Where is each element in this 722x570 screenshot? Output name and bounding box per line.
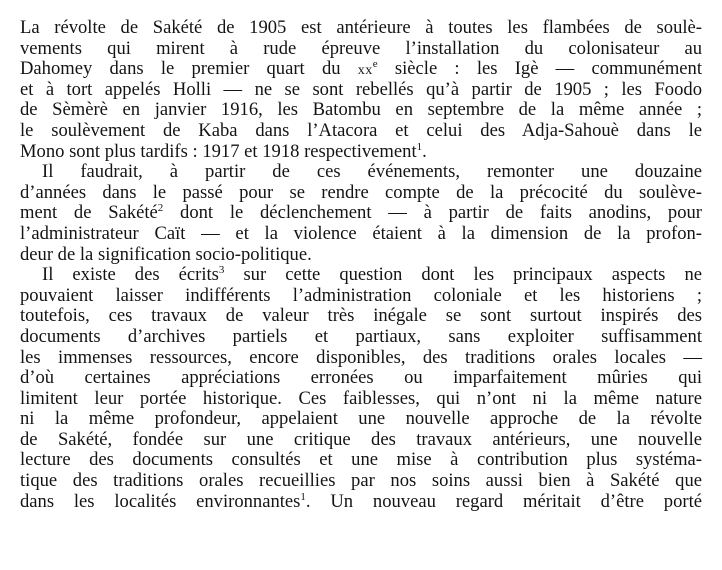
text-line: toutefois, ces travaux de valeur très inégale se sont surtout inspirés des: [20, 305, 702, 327]
text-line: d’où certaines appréciations erronées ou imparfaitement mûries qui: [20, 367, 702, 389]
text-run: ment de Sakété: [20, 202, 158, 224]
text-line: de Sakété, fondée sur une critique des travaux antérieurs, une nouvelle: [20, 428, 702, 450]
text-line: pouvaient laisser indifférents l’administration coloniale et les historiens ;: [20, 284, 702, 306]
text-line: La révolte de Sakété de 1905 est antérieure à toutes les flambées de soulè-: [20, 17, 702, 38]
text-run: .: [422, 140, 427, 162]
text-line: [20, 265, 702, 286]
small-caps-century: xx: [357, 63, 373, 79]
text-line: et à tort appelés Holli — ne se sont rebellés qu’à partir de 1905 ; les Foodo: [20, 78, 702, 100]
text-line: [20, 142, 702, 163]
text-line: les immenses ressources, encore disponibles, des traditions orales locales —: [20, 346, 702, 368]
text-run: sur cette question dont les principaux aspects ne: [224, 264, 702, 286]
footnote-marker: 1: [416, 140, 423, 153]
text-line: [20, 59, 702, 80]
text-line: [20, 203, 702, 224]
text-run: dans les localités environnantes: [20, 490, 301, 512]
footnote-marker: 3: [218, 263, 225, 276]
superscript: e: [372, 58, 378, 70]
text-line: ni la même profondeur, appelaient une nouvelle approche de la révolte: [20, 408, 702, 430]
text-line: de Sèmèrè en janvier 1916, les Batombu en septembre de la même année ;: [20, 99, 702, 121]
text-run: Dahomey dans le premier quart du: [20, 58, 358, 80]
footnote-marker: 2: [157, 202, 164, 215]
text-line: le soulèvement de Kaba dans l’Atacora et celui des Adja-Sahouè dans le: [20, 119, 702, 141]
text-line: Il faudrait, à partir de ces événements, remonter une douzaine: [42, 161, 702, 183]
paragraph-3: [20, 265, 702, 512]
text-line: l’administrateur Caït — et la violence étaient à la dimension de la profon-: [20, 222, 702, 244]
text-run: siècle : les Igè — communément: [377, 58, 702, 80]
text-run: . Un nouveau regard méritait d’être porté: [305, 490, 702, 512]
paragraph-2: [20, 162, 702, 265]
text-line: tique des traditions orales recueillies par nos soins aussi bien à Sakété que: [20, 470, 702, 492]
text-line: lecture des documents consultés et une mise à contribution plus systéma-: [20, 449, 702, 471]
text-line: vements qui mirent à rude épreuve l’installation du colonisateur au: [20, 37, 702, 59]
paragraph-1: [20, 18, 702, 162]
text-line: d’années dans le passé pour se rendre compte de la précocité du soulève-: [20, 181, 702, 203]
text-run: Mono sont plus tardifs : 1917 et 1918 respectivement: [20, 140, 417, 162]
text-run: Il existe des écrits: [42, 264, 219, 286]
text-run: dont le déclenchement — à partir de faits anodins, pour: [163, 202, 702, 224]
text-line: limitent leur portée historique. Ces faiblesses, qui n’ont ni la même nature: [20, 387, 702, 409]
footnote-marker: 1: [300, 490, 306, 503]
text-line: deur de la signification socio-politique.: [20, 243, 312, 265]
text-line: documents d’archives partiels et partiaux, sans exploiter suffisamment: [20, 325, 702, 347]
text-line: [20, 492, 702, 513]
